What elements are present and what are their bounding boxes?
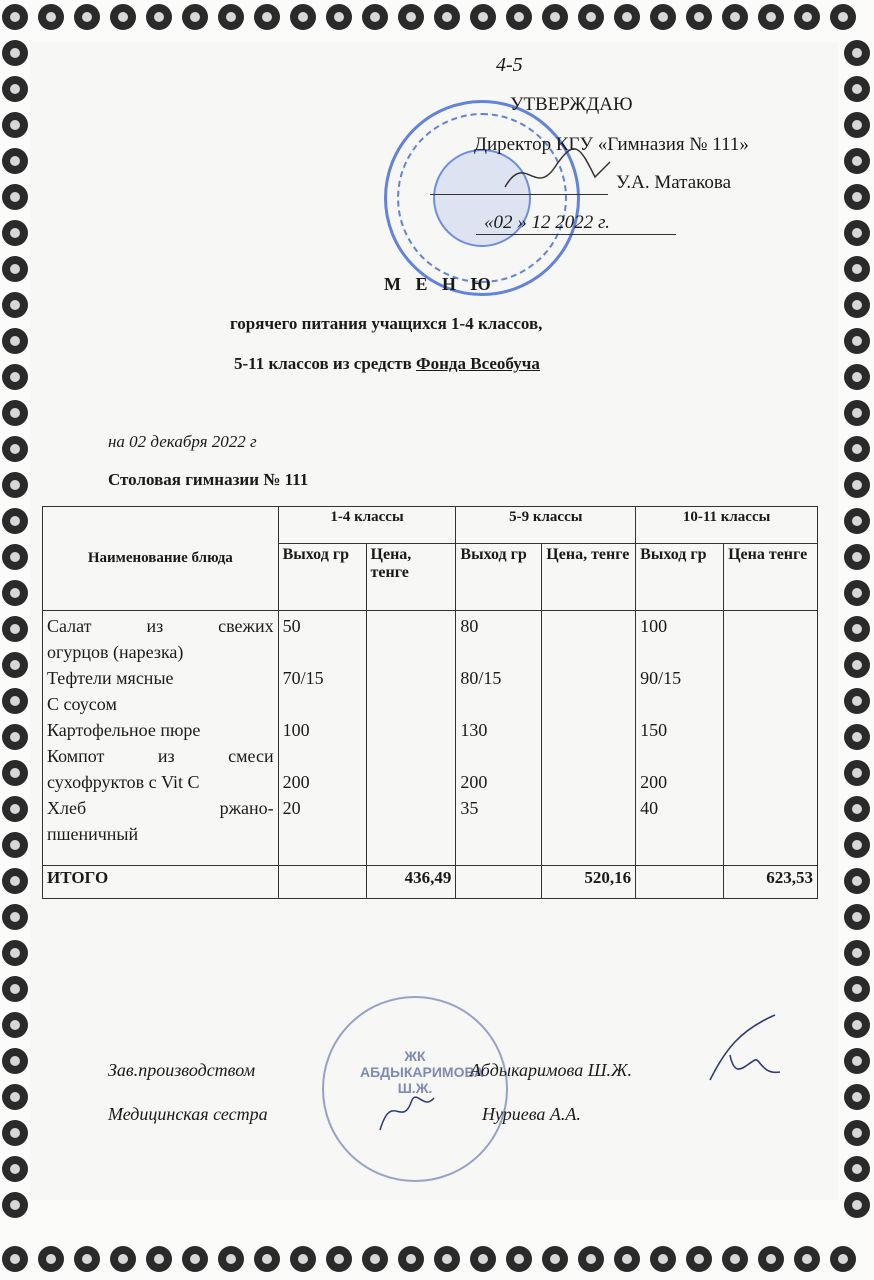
flower-ornament (2, 580, 28, 606)
output-value: 200 (282, 772, 310, 792)
output-value: 20 (282, 798, 301, 818)
flower-ornament (794, 4, 820, 30)
dish-name-line: огурцов (нарезка) (47, 642, 184, 662)
menu-date: на 02 декабря 2022 г (108, 432, 257, 451)
flower-ornament (844, 220, 870, 246)
menu-subtitle-line2 (234, 354, 540, 374)
flower-ornament (2, 436, 28, 462)
flower-ornament (844, 760, 870, 786)
flower-ornament (844, 400, 870, 426)
flower-ornament (434, 4, 460, 30)
flower-ornament (218, 4, 244, 30)
menu-subtitle-line1: горячего питания учащихся 1-4 классов, (230, 314, 543, 333)
flower-ornament (844, 508, 870, 534)
flower-ornament (2, 796, 28, 822)
flower-ornament (844, 256, 870, 282)
flower-ornament (844, 544, 870, 570)
flower-ornament (146, 1246, 172, 1272)
output-value: 70/15 (282, 668, 324, 688)
output-value: 80/15 (460, 668, 502, 688)
dish-name-line: С соусом (47, 694, 117, 714)
flower-ornament (844, 1156, 870, 1182)
header-price-5-9: Цена, тенге (542, 544, 636, 611)
flower-ornament (326, 1246, 352, 1272)
flower-ornament (470, 1246, 496, 1272)
flower-ornament (74, 1246, 100, 1272)
output-value: 40 (640, 798, 659, 818)
flower-ornament (2, 364, 28, 390)
flower-ornament (844, 184, 870, 210)
flower-ornament (614, 1246, 640, 1272)
flower-ornament (844, 1048, 870, 1074)
flower-ornament (2, 400, 28, 426)
flower-ornament (844, 364, 870, 390)
output-1-4-cell (278, 611, 366, 866)
flower-ornament (844, 688, 870, 714)
flower-ornament (542, 4, 568, 30)
dish-name-line: сухофруктов с Vit C (47, 772, 200, 792)
flower-ornament (794, 1246, 820, 1272)
flower-ornament (38, 1246, 64, 1272)
flower-ornament (686, 4, 712, 30)
menu-title: М Е Н Ю (384, 274, 496, 294)
flower-ornament (2, 1120, 28, 1146)
fund-name: Фонда Всеобуча (416, 354, 540, 373)
flower-ornament (844, 472, 870, 498)
flower-ornament (254, 1246, 280, 1272)
flower-ornament (844, 940, 870, 966)
flower-ornament (844, 1120, 870, 1146)
output-value: 90/15 (640, 668, 682, 688)
output-value: 35 (460, 798, 479, 818)
flower-ornament (398, 4, 424, 30)
flower-ornament (844, 1084, 870, 1110)
handwritten-signature-nurse (372, 1080, 442, 1140)
flower-ornament (2, 328, 28, 354)
header-output-5-9: Выход гр (456, 544, 542, 611)
flower-ornament (2, 256, 28, 282)
flower-ornament (2, 1012, 28, 1038)
flower-ornament (362, 1246, 388, 1272)
flower-ornament (830, 1246, 856, 1272)
flower-ornament (844, 904, 870, 930)
flower-ornament (2, 1246, 28, 1272)
flower-ornament (398, 1246, 424, 1272)
handwritten-signature-director (500, 142, 620, 202)
output-value: 200 (460, 772, 488, 792)
flower-ornament (2, 1156, 28, 1182)
flower-ornament (578, 4, 604, 30)
flower-ornament (844, 580, 870, 606)
flower-ornament (506, 1246, 532, 1272)
flower-ornament (650, 1246, 676, 1272)
flower-ornament (254, 4, 280, 30)
flower-ornament (844, 796, 870, 822)
flower-ornament (2, 112, 28, 138)
flower-ornament (2, 688, 28, 714)
flower-ornament (844, 148, 870, 174)
dish-name-line: Тефтели мясные (47, 668, 174, 688)
flower-ornament (2, 940, 28, 966)
flower-ornament (844, 436, 870, 462)
header-group-1-4: 1-4 классы (278, 507, 456, 544)
flower-ornament (326, 4, 352, 30)
flower-ornament (758, 4, 784, 30)
flower-ornament (110, 4, 136, 30)
approval-label: УТВЕРЖДАЮ (510, 94, 633, 115)
approval-date: «02 » 12 2022 г. (484, 212, 610, 233)
page-number: 4-5 (496, 54, 523, 76)
output-value: 130 (460, 720, 488, 740)
production-role: Зав.производством (108, 1060, 256, 1080)
header-output-1-4: Выход гр (278, 544, 366, 611)
total-10-11: 623,53 (724, 866, 818, 899)
flower-ornament (844, 976, 870, 1002)
nurse-name: Нуриева А.А. (482, 1104, 581, 1124)
flower-ornament (2, 760, 28, 786)
header-group-5-9: 5-9 классы (456, 507, 636, 544)
flower-ornament (650, 4, 676, 30)
dish-name-line: пшеничный (47, 824, 139, 844)
flower-ornament (578, 1246, 604, 1272)
flower-ornament (290, 4, 316, 30)
flower-ornament (2, 292, 28, 318)
header-dish-name: Наименование блюда (43, 507, 279, 611)
total-row (43, 866, 818, 899)
flower-ornament (218, 1246, 244, 1272)
flower-ornament (2, 724, 28, 750)
total-1-4: 436,49 (366, 866, 456, 899)
flower-ornament (844, 724, 870, 750)
director-signature-name: У.А. Матакова (616, 172, 732, 193)
flower-ornament (722, 1246, 748, 1272)
flower-ornament (182, 4, 208, 30)
flower-ornament (844, 868, 870, 894)
flower-ornament (844, 652, 870, 678)
canteen-name: Столовая гимназии № 111 (108, 470, 309, 489)
output-value: 150 (640, 720, 668, 740)
flower-ornament (506, 4, 532, 30)
flower-ornament (2, 76, 28, 102)
flower-ornament (844, 832, 870, 858)
flower-ornament (2, 616, 28, 642)
flower-ornament (2, 220, 28, 246)
flower-ornament (830, 4, 856, 30)
flower-ornament (2, 1048, 28, 1074)
price-10-11-cell (724, 611, 818, 866)
director-line: Директор КГУ «Гимназия № 111» (474, 134, 749, 155)
flower-ornament (2, 148, 28, 174)
output-10-11-cell (636, 611, 724, 866)
price-5-9-cell (542, 611, 636, 866)
flower-ornament (2, 544, 28, 570)
flower-ornament (844, 112, 870, 138)
flower-ornament (2, 4, 28, 30)
menu-table (42, 506, 818, 899)
flower-ornament (110, 1246, 136, 1272)
flower-ornament (2, 508, 28, 534)
total-5-9: 520,16 (542, 866, 636, 899)
header-price-1-4: Цена, тенге (366, 544, 456, 611)
flower-ornament (844, 76, 870, 102)
handwritten-signature-production (700, 1010, 790, 1090)
flower-ornament (686, 1246, 712, 1272)
flower-ornament (2, 868, 28, 894)
output-value: 100 (282, 720, 310, 740)
flower-ornament (844, 328, 870, 354)
output-5-9-cell (456, 611, 542, 866)
flower-ornament (2, 40, 28, 66)
date-underline (476, 234, 676, 235)
flower-ornament (290, 1246, 316, 1272)
flower-ornament (2, 904, 28, 930)
flower-ornament (2, 832, 28, 858)
flower-ornament (844, 1192, 870, 1218)
header-price-10-11: Цена тенге (724, 544, 818, 611)
flower-ornament (182, 1246, 208, 1272)
flower-ornament (758, 1246, 784, 1272)
flower-ornament (38, 4, 64, 30)
output-value: 50 (282, 616, 301, 636)
flower-ornament (434, 1246, 460, 1272)
flower-ornament (722, 4, 748, 30)
nurse-role: Медицинская сестра (108, 1104, 268, 1124)
flower-ornament (2, 1084, 28, 1110)
subtitle-prefix: 5-11 классов из средств (234, 354, 417, 373)
header-output-10-11: Выход гр (636, 544, 724, 611)
flower-ornament (614, 4, 640, 30)
header-group-10-11: 10-11 классы (636, 507, 818, 544)
flower-ornament (146, 4, 172, 30)
flower-ornament (844, 616, 870, 642)
stamp-text: ЖК АБДЫКАРИМОВА Ш.Ж. (360, 1048, 484, 1096)
flower-ornament (2, 976, 28, 1002)
production-name: Абдыкаримова Ш.Ж. (470, 1060, 632, 1080)
price-1-4-cell (366, 611, 456, 866)
flower-ornament (2, 184, 28, 210)
output-value: 100 (640, 616, 668, 636)
dish-name-line: Компот из смеси (47, 746, 274, 766)
dish-name-line: Картофельное пюре (47, 720, 201, 740)
flower-ornament (362, 4, 388, 30)
flower-ornament (2, 1192, 28, 1218)
flower-ornament (2, 472, 28, 498)
flower-ornament (844, 1012, 870, 1038)
flower-ornament (844, 40, 870, 66)
flower-ornament (844, 292, 870, 318)
total-label: ИТОГО (43, 866, 279, 899)
dish-names-cell (43, 611, 279, 866)
flower-ornament (74, 4, 100, 30)
dish-name-line: Салат из свежих (47, 616, 274, 636)
flower-ornament (542, 1246, 568, 1272)
flower-ornament (2, 652, 28, 678)
dish-name-line: Хлеб ржано- (47, 798, 274, 818)
output-value: 80 (460, 616, 479, 636)
output-value: 200 (640, 772, 668, 792)
flower-ornament (470, 4, 496, 30)
